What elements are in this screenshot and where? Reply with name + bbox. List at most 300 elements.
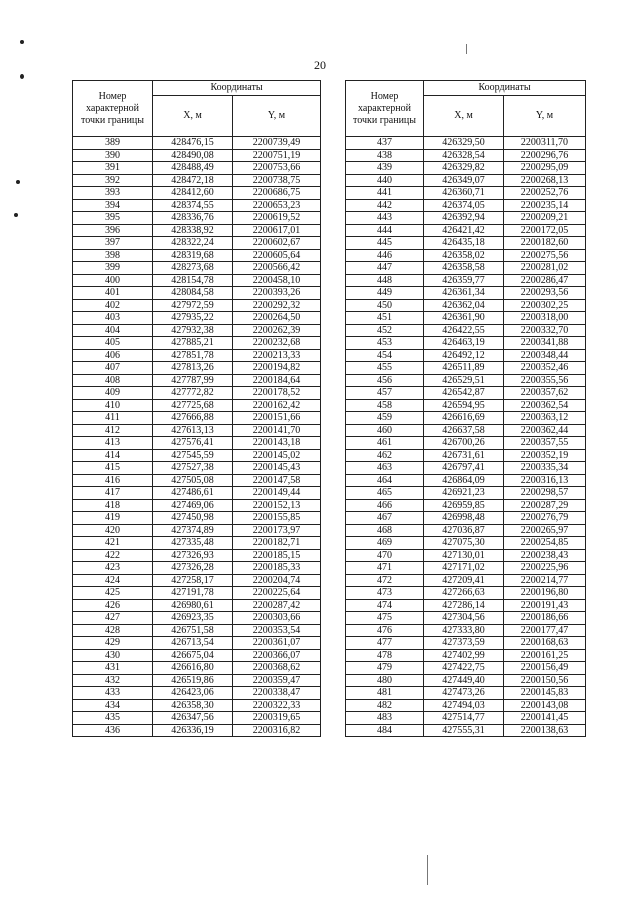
cell-point-number: 445 [346, 237, 424, 250]
cell-x: 427266,63 [424, 587, 504, 600]
cell-y: 2200352,19 [504, 449, 586, 462]
cell-y: 2200366,07 [233, 649, 321, 662]
cell-y: 2200264,50 [233, 312, 321, 325]
cell-point-number: 439 [346, 162, 424, 175]
cell-y: 2200302,25 [504, 299, 586, 312]
cell-y: 2200238,43 [504, 549, 586, 562]
cell-x: 428322,24 [153, 237, 233, 250]
table-body-left [73, 137, 321, 737]
cell-point-number: 479 [346, 662, 424, 675]
cell-y: 2200355,56 [504, 374, 586, 387]
cell-point-number: 443 [346, 212, 424, 225]
cell-x: 427450,98 [153, 512, 233, 525]
cell-y: 2200213,33 [233, 349, 321, 362]
scan-mark [427, 855, 428, 885]
cell-point-number: 466 [346, 499, 424, 512]
table-row [73, 599, 321, 612]
cell-x: 427555,31 [424, 724, 504, 737]
table-row [73, 374, 321, 387]
table-row [346, 299, 586, 312]
cell-x: 427171,02 [424, 562, 504, 575]
cell-y: 2200338,47 [233, 687, 321, 700]
cell-x: 427787,99 [153, 374, 233, 387]
cell-x: 427813,26 [153, 362, 233, 375]
table-row [73, 524, 321, 537]
table-row [73, 287, 321, 300]
cell-x: 427286,14 [424, 599, 504, 612]
table-row [346, 574, 586, 587]
cell-y: 2200141,70 [233, 424, 321, 437]
table-row [73, 187, 321, 200]
table-body-right [346, 137, 586, 737]
scan-speck [20, 74, 24, 79]
cell-y: 2200319,65 [233, 712, 321, 725]
table-row [73, 487, 321, 500]
cell-point-number: 447 [346, 262, 424, 275]
cell-y: 2200619,52 [233, 212, 321, 225]
cell-x: 426923,35 [153, 612, 233, 625]
cell-x: 428472,18 [153, 174, 233, 187]
cell-x: 427374,89 [153, 524, 233, 537]
cell-y: 2200172,05 [504, 224, 586, 237]
cell-point-number: 452 [346, 324, 424, 337]
cell-x: 426422,55 [424, 324, 504, 337]
table-row [346, 624, 586, 637]
cell-x: 427666,88 [153, 412, 233, 425]
table-row [346, 599, 586, 612]
cell-point-number: 398 [73, 249, 153, 262]
cell-x: 426463,19 [424, 337, 504, 350]
cell-point-number: 453 [346, 337, 424, 350]
cell-point-number: 480 [346, 674, 424, 687]
cell-x: 426921,23 [424, 487, 504, 500]
cell-x: 426336,19 [153, 724, 233, 737]
table-row [73, 337, 321, 350]
table-row [346, 449, 586, 462]
cell-x: 426359,77 [424, 274, 504, 287]
cell-y: 2200156,49 [504, 662, 586, 675]
cell-y: 2200232,68 [233, 337, 321, 350]
table-row [73, 674, 321, 687]
cell-point-number: 473 [346, 587, 424, 600]
scan-speck [20, 40, 24, 44]
cell-x: 426594,95 [424, 399, 504, 412]
cell-x: 427473,26 [424, 687, 504, 700]
cell-y: 2200292,32 [233, 299, 321, 312]
cell-x: 427514,77 [424, 712, 504, 725]
table-row [73, 149, 321, 162]
cell-y: 2200145,02 [233, 449, 321, 462]
cell-point-number: 408 [73, 374, 153, 387]
cell-point-number: 394 [73, 199, 153, 212]
table-row [346, 174, 586, 187]
scan-speck [14, 213, 18, 217]
coordinates-table-right [345, 80, 586, 737]
cell-point-number: 407 [73, 362, 153, 375]
table-row [346, 687, 586, 700]
cell-x: 427972,59 [153, 299, 233, 312]
table-row [73, 362, 321, 375]
cell-x: 427885,21 [153, 337, 233, 350]
table-row [346, 187, 586, 200]
cell-y: 2200268,13 [504, 174, 586, 187]
cell-point-number: 429 [73, 637, 153, 650]
table-row [73, 474, 321, 487]
cell-x: 427935,22 [153, 312, 233, 325]
cell-point-number: 467 [346, 512, 424, 525]
cell-x: 426980,61 [153, 599, 233, 612]
cell-y: 2200185,33 [233, 562, 321, 575]
cell-point-number: 391 [73, 162, 153, 175]
cell-x: 428374,55 [153, 199, 233, 212]
cell-point-number: 440 [346, 174, 424, 187]
cell-point-number: 435 [73, 712, 153, 725]
cell-point-number: 434 [73, 699, 153, 712]
scan-speck [16, 180, 20, 184]
cell-point-number: 406 [73, 349, 153, 362]
cell-y: 2200185,15 [233, 549, 321, 562]
cell-point-number: 397 [73, 237, 153, 250]
cell-x: 426713,54 [153, 637, 233, 650]
cell-y: 2200751,19 [233, 149, 321, 162]
cell-point-number: 393 [73, 187, 153, 200]
table-row [346, 387, 586, 400]
cell-x: 426959,85 [424, 499, 504, 512]
cell-point-number: 427 [73, 612, 153, 625]
table-row [346, 462, 586, 475]
cell-x: 428338,92 [153, 224, 233, 237]
cell-point-number: 409 [73, 387, 153, 400]
cell-y: 2200311,70 [504, 137, 586, 150]
table-row [73, 274, 321, 287]
cell-y: 2200162,42 [233, 399, 321, 412]
cell-x: 426423,06 [153, 687, 233, 700]
cell-y: 2200348,44 [504, 349, 586, 362]
cell-x: 426519,86 [153, 674, 233, 687]
table-row [346, 562, 586, 575]
cell-x: 428084,58 [153, 287, 233, 300]
cell-x: 426349,07 [424, 174, 504, 187]
table-row [73, 587, 321, 600]
cell-x: 427326,93 [153, 549, 233, 562]
table-row [346, 399, 586, 412]
cell-y: 2200362,44 [504, 424, 586, 437]
table-row [346, 712, 586, 725]
cell-y: 2200186,66 [504, 612, 586, 625]
table-row [346, 199, 586, 212]
cell-y: 2200602,67 [233, 237, 321, 250]
table-row [73, 649, 321, 662]
cell-x: 426751,58 [153, 624, 233, 637]
cell-point-number: 412 [73, 424, 153, 437]
cell-x: 426362,04 [424, 299, 504, 312]
cell-point-number: 419 [73, 512, 153, 525]
table-row [73, 662, 321, 675]
cell-x: 426675,04 [153, 649, 233, 662]
cell-point-number: 416 [73, 474, 153, 487]
table-row [346, 162, 586, 175]
cell-point-number: 448 [346, 274, 424, 287]
header-x: X, м [153, 96, 233, 137]
cell-point-number: 482 [346, 699, 424, 712]
cell-y: 2200178,52 [233, 387, 321, 400]
table-row [346, 287, 586, 300]
table-row [346, 312, 586, 325]
cell-y: 2200753,66 [233, 162, 321, 175]
table-row [73, 224, 321, 237]
cell-y: 2200214,77 [504, 574, 586, 587]
cell-x: 428154,78 [153, 274, 233, 287]
cell-y: 2200161,25 [504, 649, 586, 662]
cell-x: 426864,09 [424, 474, 504, 487]
header-x: X, м [424, 96, 504, 137]
cell-point-number: 428 [73, 624, 153, 637]
table-row [346, 662, 586, 675]
table-row [73, 462, 321, 475]
table-row [346, 487, 586, 500]
table-row [73, 137, 321, 150]
table-row [346, 512, 586, 525]
cell-y: 2200566,42 [233, 262, 321, 275]
header-point-number: Номер характерной точки границы [346, 81, 424, 137]
table-row [346, 212, 586, 225]
cell-x: 426358,02 [424, 249, 504, 262]
cell-y: 2200138,63 [504, 724, 586, 737]
cell-y: 2200322,33 [233, 699, 321, 712]
cell-point-number: 442 [346, 199, 424, 212]
cell-point-number: 470 [346, 549, 424, 562]
cell-point-number: 449 [346, 287, 424, 300]
table-row [346, 724, 586, 737]
cell-x: 427494,03 [424, 699, 504, 712]
cell-y: 2200182,71 [233, 537, 321, 550]
cell-point-number: 405 [73, 337, 153, 350]
cell-point-number: 430 [73, 649, 153, 662]
cell-y: 2200316,13 [504, 474, 586, 487]
cell-x: 428476,15 [153, 137, 233, 150]
cell-point-number: 422 [73, 549, 153, 562]
table-row [73, 237, 321, 250]
table-row [346, 437, 586, 450]
cell-x: 426542,87 [424, 387, 504, 400]
cell-x: 426392,94 [424, 212, 504, 225]
cell-point-number: 444 [346, 224, 424, 237]
table-row [73, 262, 321, 275]
table-row [73, 424, 321, 437]
cell-x: 426361,34 [424, 287, 504, 300]
cell-x: 427036,87 [424, 524, 504, 537]
cell-point-number: 433 [73, 687, 153, 700]
table-row [346, 249, 586, 262]
cell-point-number: 410 [73, 399, 153, 412]
cell-x: 427191,78 [153, 587, 233, 600]
cell-x: 427545,59 [153, 449, 233, 462]
cell-point-number: 454 [346, 349, 424, 362]
table-row [73, 724, 321, 737]
cell-y: 2200141,45 [504, 712, 586, 725]
cell-x: 427326,28 [153, 562, 233, 575]
cell-point-number: 402 [73, 299, 153, 312]
header-point-number: Номер характерной точки границы [73, 81, 153, 137]
cell-x: 428319,68 [153, 249, 233, 262]
cell-y: 2200298,57 [504, 487, 586, 500]
cell-x: 427932,38 [153, 324, 233, 337]
cell-y: 2200155,85 [233, 512, 321, 525]
cell-x: 426492,12 [424, 349, 504, 362]
cell-x: 426700,26 [424, 437, 504, 450]
cell-y: 2200191,43 [504, 599, 586, 612]
cell-point-number: 421 [73, 537, 153, 550]
cell-point-number: 462 [346, 449, 424, 462]
table-row [73, 387, 321, 400]
cell-x: 427258,17 [153, 574, 233, 587]
cell-point-number: 437 [346, 137, 424, 150]
cell-point-number: 392 [73, 174, 153, 187]
table-row [346, 637, 586, 650]
cell-x: 426529,51 [424, 374, 504, 387]
table-row [73, 562, 321, 575]
cell-y: 2200287,42 [233, 599, 321, 612]
cell-y: 2200204,74 [233, 574, 321, 587]
table-row [73, 299, 321, 312]
cell-x: 427772,82 [153, 387, 233, 400]
table-row [73, 549, 321, 562]
cell-x: 427335,48 [153, 537, 233, 550]
cell-point-number: 417 [73, 487, 153, 500]
cell-y: 2200281,02 [504, 262, 586, 275]
table-row [346, 362, 586, 375]
cell-x: 428490,08 [153, 149, 233, 162]
cell-y: 2200295,09 [504, 162, 586, 175]
cell-y: 2200368,62 [233, 662, 321, 675]
cell-x: 427613,13 [153, 424, 233, 437]
table-row [73, 324, 321, 337]
cell-x: 426361,90 [424, 312, 504, 325]
table-row [73, 612, 321, 625]
table-row [346, 499, 586, 512]
cell-y: 2200275,56 [504, 249, 586, 262]
header-coordinates: Координаты [424, 81, 586, 96]
cell-point-number: 413 [73, 437, 153, 450]
cell-point-number: 411 [73, 412, 153, 425]
header-coordinates: Координаты [153, 81, 321, 96]
table-row [73, 512, 321, 525]
cell-y: 2200605,64 [233, 249, 321, 262]
cell-point-number: 403 [73, 312, 153, 325]
cell-y: 2200363,12 [504, 412, 586, 425]
cell-y: 2200617,01 [233, 224, 321, 237]
cell-point-number: 426 [73, 599, 153, 612]
cell-x: 427725,68 [153, 399, 233, 412]
cell-y: 2200357,62 [504, 387, 586, 400]
cell-point-number: 396 [73, 224, 153, 237]
cell-point-number: 420 [73, 524, 153, 537]
cell-point-number: 438 [346, 149, 424, 162]
cell-x: 427505,08 [153, 474, 233, 487]
table-row [346, 549, 586, 562]
table-row [73, 712, 321, 725]
table-row [73, 212, 321, 225]
table-row [346, 324, 586, 337]
cell-x: 426637,58 [424, 424, 504, 437]
header-y: Y, м [504, 96, 586, 137]
table-row [346, 537, 586, 550]
cell-y: 2200152,13 [233, 499, 321, 512]
cell-point-number: 461 [346, 437, 424, 450]
cell-point-number: 423 [73, 562, 153, 575]
cell-y: 2200362,54 [504, 399, 586, 412]
cell-y: 2200739,49 [233, 137, 321, 150]
cell-y: 2200150,56 [504, 674, 586, 687]
cell-x: 427304,56 [424, 612, 504, 625]
cell-point-number: 389 [73, 137, 153, 150]
cell-point-number: 414 [73, 449, 153, 462]
cell-y: 2200184,64 [233, 374, 321, 387]
table-row [73, 499, 321, 512]
table-row [346, 474, 586, 487]
cell-y: 2200458,10 [233, 274, 321, 287]
table-row [73, 699, 321, 712]
cell-x: 427075,30 [424, 537, 504, 550]
cell-x: 427333,80 [424, 624, 504, 637]
cell-y: 2200653,23 [233, 199, 321, 212]
cell-point-number: 478 [346, 649, 424, 662]
cell-x: 427209,41 [424, 574, 504, 587]
cell-x: 427422,75 [424, 662, 504, 675]
cell-y: 2200686,75 [233, 187, 321, 200]
cell-x: 426329,50 [424, 137, 504, 150]
cell-x: 426358,58 [424, 262, 504, 275]
table-row [73, 412, 321, 425]
cell-point-number: 400 [73, 274, 153, 287]
cell-y: 2200265,97 [504, 524, 586, 537]
header-y: Y, м [233, 96, 321, 137]
cell-point-number: 459 [346, 412, 424, 425]
cell-y: 2200332,70 [504, 324, 586, 337]
cell-y: 2200147,58 [233, 474, 321, 487]
cell-point-number: 425 [73, 587, 153, 600]
cell-x: 426358,30 [153, 699, 233, 712]
cell-point-number: 460 [346, 424, 424, 437]
cell-y: 2200252,76 [504, 187, 586, 200]
cell-point-number: 463 [346, 462, 424, 475]
table-row [73, 537, 321, 550]
cell-y: 2200296,76 [504, 149, 586, 162]
cell-point-number: 390 [73, 149, 153, 162]
cell-y: 2200293,56 [504, 287, 586, 300]
cell-y: 2200173,97 [233, 524, 321, 537]
cell-y: 2200143,18 [233, 437, 321, 450]
cell-x: 427851,78 [153, 349, 233, 362]
cell-y: 2200393,26 [233, 287, 321, 300]
cell-y: 2200168,63 [504, 637, 586, 650]
cell-point-number: 465 [346, 487, 424, 500]
table-row [73, 349, 321, 362]
cell-x: 427469,06 [153, 499, 233, 512]
cell-point-number: 472 [346, 574, 424, 587]
cell-point-number: 474 [346, 599, 424, 612]
cell-y: 2200361,07 [233, 637, 321, 650]
cell-point-number: 395 [73, 212, 153, 225]
cell-point-number: 451 [346, 312, 424, 325]
cell-x: 428273,68 [153, 262, 233, 275]
table-row [346, 224, 586, 237]
cell-y: 2200145,83 [504, 687, 586, 700]
cell-y: 2200151,66 [233, 412, 321, 425]
cell-y: 2200225,64 [233, 587, 321, 600]
cell-point-number: 464 [346, 474, 424, 487]
cell-point-number: 401 [73, 287, 153, 300]
